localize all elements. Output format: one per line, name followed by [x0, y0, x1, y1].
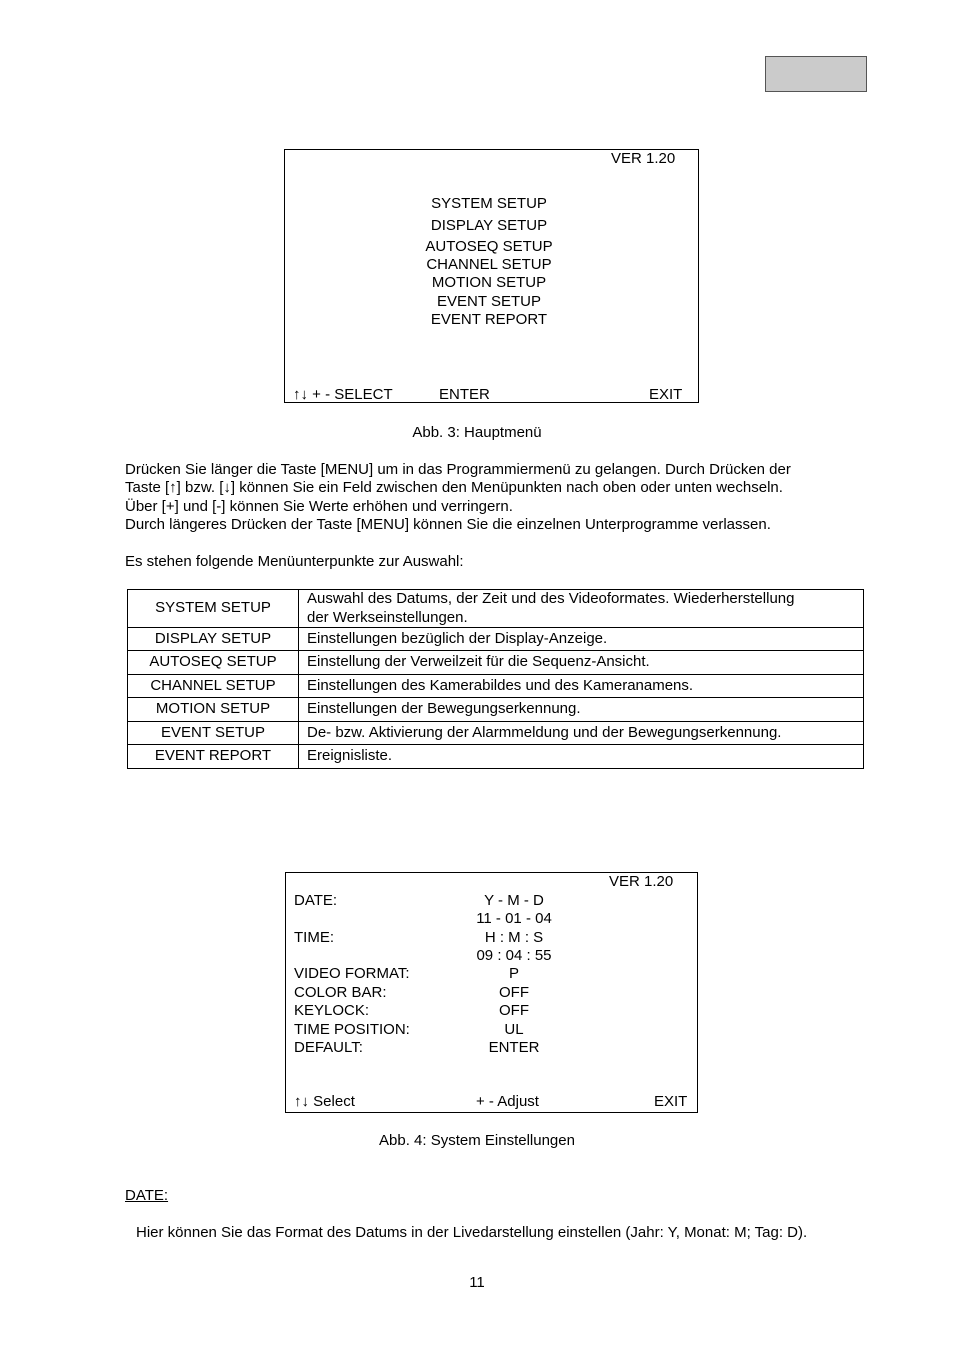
submenu-intro-text: Es stehen folgende Menüunterpunkte zur Auswahl:	[125, 553, 464, 570]
table-cell-name: EVENT REPORT	[128, 745, 299, 769]
date-format-value[interactable]: Y - M - D	[484, 892, 544, 909]
table-cell-name: CHANNEL SETUP	[128, 675, 299, 698]
table-cell-name: MOTION SETUP	[128, 698, 299, 722]
table-cell-name: DISPLAY SETUP	[128, 628, 299, 651]
date-label: DATE:	[294, 892, 338, 909]
footer-exit-hint: EXIT	[649, 386, 683, 403]
table-cell-desc: Einstellung der Verweilzeit für die Sequenz-Ansicht.	[299, 651, 864, 675]
date-value[interactable]: 11 - 01 - 04	[476, 910, 552, 927]
color-bar-label: COLOR BAR:	[294, 984, 387, 1001]
figure-caption-4: Abb. 4: System Einstellungen	[379, 1132, 575, 1149]
table-cell-desc: De- bzw. Aktivierung der Alarmmeldung und der Bewegungserkennung.	[299, 722, 864, 745]
footer-adjust-hint: + - Adjust	[476, 1093, 539, 1110]
version-label: VER 1.20	[611, 150, 676, 167]
submenu-table	[127, 589, 864, 769]
keylock-label: KEYLOCK:	[294, 1002, 370, 1019]
color-bar-value[interactable]: OFF	[499, 984, 529, 1001]
footer-select-hint: ↑↓ Select	[294, 1093, 355, 1110]
version-label: VER 1.20	[609, 873, 674, 890]
footer-select-hint: ↑↓ + - SELECT	[293, 386, 393, 403]
paragraph-line: Drücken Sie länger die Taste [MENU] um in das Programmiermenü zu gelangen. Durch Drücken der	[125, 461, 791, 478]
video-format-value[interactable]: P	[508, 965, 519, 982]
table-row	[128, 590, 864, 628]
table-cell-name: SYSTEM SETUP	[128, 590, 299, 628]
default-label: DEFAULT:	[294, 1039, 363, 1056]
menu-item-system-setup[interactable]: SYSTEM SETUP	[431, 195, 547, 212]
table-cell-name: AUTOSEQ SETUP	[128, 651, 299, 675]
paragraph-line: Über [+] und [-] können Sie Werte erhöhen und verringern.	[125, 497, 513, 515]
table-row	[128, 628, 864, 651]
table-cell-desc: Einstellungen der Bewegungserkennung.	[299, 698, 864, 722]
table-cell-desc	[299, 590, 864, 628]
intro-paragraph	[125, 461, 791, 534]
time-format-value[interactable]: H : M : S	[484, 929, 544, 946]
paragraph-line: Durch längeres Drücken der Taste [MENU] können Sie die einzelnen Unterprogramme verlassen.	[125, 515, 771, 533]
paragraph-line: Taste [↑] bzw. [↓] können Sie ein Feld zwischen den Menüpunkten nach oben oder unten wechseln.	[125, 479, 783, 497]
table-cell-name: EVENT SETUP	[128, 722, 299, 745]
language-tab-box	[765, 56, 867, 92]
table-cell-desc: Ereignisliste.	[299, 745, 864, 769]
table-row	[128, 675, 864, 698]
table-cell-desc: Einstellungen bezüglich der Display-Anzeige.	[299, 628, 864, 651]
section-text-date: Hier können Sie das Format des Datums in der Livedarstellung einstellen (Jahr: Y, Monat: M; Tag: D).	[136, 1224, 808, 1241]
menu-item-channel-setup[interactable]: CHANNEL SETUP	[426, 256, 552, 273]
time-position-value[interactable]: UL	[504, 1021, 524, 1038]
time-value[interactable]: 09 : 04 : 55	[476, 947, 552, 964]
desc-line: der Werkseinstellungen.	[307, 608, 468, 626]
system-setup-screen	[285, 872, 698, 1113]
main-menu-screen	[284, 149, 699, 403]
footer-enter-hint: ENTER	[439, 386, 490, 403]
table-row	[128, 651, 864, 675]
time-position-label: TIME POSITION:	[294, 1021, 410, 1038]
section-heading-date: DATE:	[125, 1187, 169, 1204]
menu-item-motion-setup[interactable]: MOTION SETUP	[431, 274, 547, 291]
menu-item-event-report[interactable]: EVENT REPORT	[430, 311, 548, 328]
figure-caption-3: Abb. 3: Hauptmenü	[412, 424, 542, 441]
footer-exit-hint: EXIT	[654, 1093, 688, 1110]
page-number: 11	[469, 1274, 485, 1291]
menu-item-display-setup[interactable]: DISPLAY SETUP	[430, 217, 548, 234]
menu-item-event-setup[interactable]: EVENT SETUP	[437, 293, 541, 310]
keylock-value[interactable]: OFF	[499, 1002, 529, 1019]
table-row	[128, 745, 864, 769]
video-format-label: VIDEO FORMAT:	[294, 965, 410, 982]
menu-item-autoseq-setup[interactable]: AUTOSEQ SETUP	[425, 238, 553, 255]
desc-line: Auswahl des Datums, der Zeit und des Videoformates. Wiederherstellung	[307, 590, 795, 608]
table-row	[128, 698, 864, 722]
default-value[interactable]: ENTER	[488, 1039, 540, 1056]
table-row	[128, 722, 864, 745]
table-cell-desc: Einstellungen des Kamerabildes und des Kameranamens.	[299, 675, 864, 698]
time-label: TIME:	[294, 929, 334, 946]
